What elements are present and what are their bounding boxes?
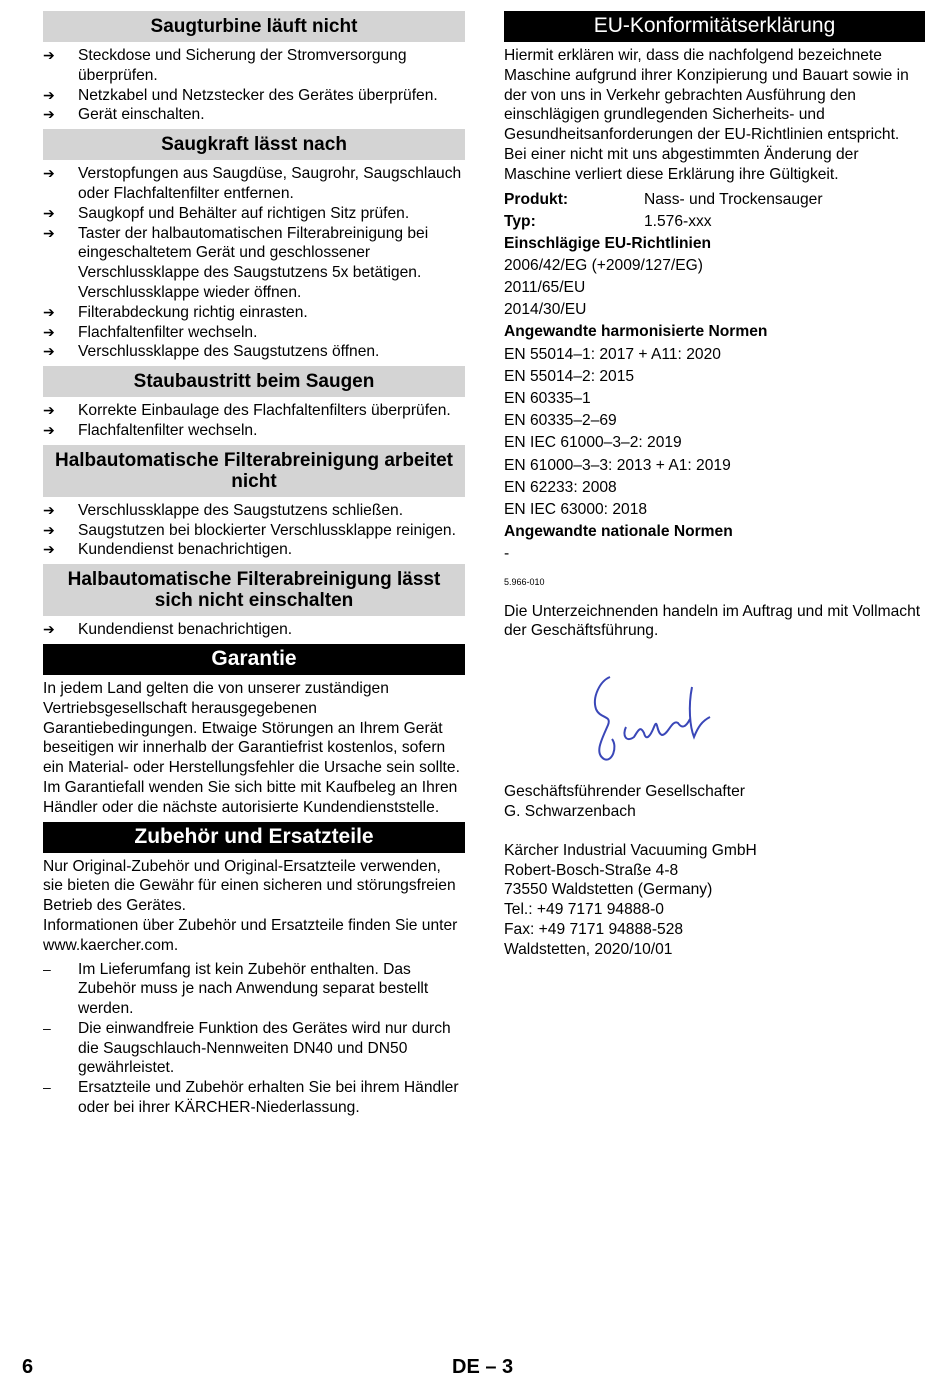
product-row [504,189,925,211]
national-heading: Angewandte nationale Normen [504,523,733,541]
arrow-icon: ➔ [43,541,55,558]
directive-item: 2006/42/EG (+2009/127/EG) [504,256,703,274]
heading-saugkraft: Saugkraft lässt nach [43,129,465,160]
heading-staubaustritt: Staubaustritt beim Saugen [43,366,465,397]
list-item: ➔ Filterabdeckung richtig einrasten. [43,303,308,321]
heading-filterabreinigung-einschalten: Halbautomatische Filterabreinigung lässt sich nicht einschalten [43,564,465,616]
heading-zubehoer: Zubehör und Ersatzteile [43,822,465,853]
arrow-icon: ➔ [43,521,55,538]
list-item: ➔ Verschlussklappe des Saugstutzens schließen. [43,501,404,519]
section-label: DE – 3 [452,1356,514,1378]
type-value: 1.576-xxx [644,212,712,230]
signer-name: G. Schwarzenbach [504,803,636,821]
list-item: – Ersatzteile und Zubehör erhalten Sie bei ihrem Händler oder bei ihrer KÄRCHER-Niederlassung. [43,1079,459,1117]
standard-item: EN IEC 63000: 2018 [504,501,648,519]
directive-item: 2011/65/EU [504,278,586,296]
company-line: Robert-Bosch-Straße 4-8 [504,861,679,879]
signer-role: Geschäftsführender Gesellschafter [504,783,745,801]
list-saugkraft [43,164,465,362]
arrow-icon: ➔ [43,106,55,123]
company-line: Waldstetten, 2020/10/01 [504,940,673,958]
list-item: ➔ Flachfaltenfilter wechseln. [43,323,258,341]
arrow-icon: ➔ [43,402,55,419]
list-item: – Im Lieferumfang ist kein Zubehör enthalten. Das Zubehör muss je nach Anwendung separat bestellt werden. [43,960,429,1018]
garantie-text: In jedem Land gelten die von unserer zuständigen Vertriebsgesellschaft herausgegebenen Garantiebedingungen. Etwaige Störungen an Ihrem Gerät beseitigen wir innerhalb der Garantiefrist kostenlos, sofern ein Material- oder Herstellungsfehler die Ursache sein sollte. Im Garantiefall wenden Sie sich bitte mit Kaufbeleg an Ihren Händler oder die nächste autorisierte Kundendienststelle. [43,679,460,816]
harmonised-heading: Angewandte harmonisierte Normen [504,323,768,341]
standard-item: EN 62233: 2008 [504,478,617,496]
arrow-icon: ➔ [43,165,55,182]
heading-filterabreinigung-arbeitet-nicht: Halbautomatische Filterabreinigung arbeitet nicht [43,445,465,497]
standard-item: EN 60335–2–69 [504,412,617,430]
list-saugturbine [43,46,465,125]
eu-intro-text: Hiermit erklären wir, dass die nachfolgend bezeichnete Maschine aufgrund ihrer Konzipierung und Bauart sowie in der von uns in Verkehr gebrachten Ausführung den einschlägigen grundlegenden Sicherheits- und Gesundheitsanforderungen der EU-Richtlinien entspricht. Bei einer nicht mit uns abgestimmten Änderung der Maschine verliert diese Erklärung ihre Gültigkeit. [504,47,909,183]
arrow-icon: ➔ [43,224,55,241]
arrow-icon: ➔ [43,621,55,638]
arrow-icon: ➔ [43,501,55,518]
list-item: ➔ Saugstutzen bei blockierter Verschlussklappe reinigen. [43,521,456,539]
list-item: ➔ Verschlussklappe des Saugstutzens öffnen. [43,343,380,361]
product-label: Produkt: [504,190,569,208]
standard-item: EN 61000–3–3: 2013 + A1: 2019 [504,456,731,474]
list-zubehoer [43,960,465,1118]
standard-item: EN 55014–2: 2015 [504,367,635,385]
document-code: 5.966-010 [504,576,545,587]
standard-item: EN 60335–1 [504,390,591,407]
zubehoer-text-1: Nur Original-Zubehör und Original-Ersatzteile verwenden, sie bieten die Gewähr für einen sicheren und störungsfreien Betrieb des Gerätes. [43,857,456,915]
list-item: ➔ Flachfaltenfilter wechseln. [43,421,258,439]
zubehoer-text-2: Informationen über Zubehör und Ersatzteile finden Sie unter www.kaercher.com. [43,916,458,954]
list-item: – Die einwandfreie Funktion des Gerätes wird nur durch die Saugschlauch-Nennweiten DN40 und DN50 gewährleistet. [43,1019,451,1077]
list-filterabreinigung-einschalten [43,620,465,640]
list-item: ➔ Gerät einschalten. [43,106,205,124]
list-item: ➔ Taster der halbautomatischen Filterabreinigung bei eingeschaltetem Gerät und geschlossener Verschlussklappe des Saugstutzens 5x betätigen. Verschlussklappe wieder öffnen. [43,224,429,301]
type-label: Typ: [504,212,536,230]
company-line: Kärcher Industrial Vacuuming GmbH [504,841,757,859]
arrow-icon: ➔ [43,204,55,221]
signature-image [582,667,722,767]
dash-icon: – [43,1079,51,1096]
type-row [504,211,925,233]
dash-icon: – [43,1019,51,1036]
list-item: ➔ Kundendienst benachrichtigen. [43,621,293,639]
list-item: ➔ Saugkopf und Behälter auf richtigen Sitz prüfen. [43,204,410,222]
company-line: 73550 Waldstetten (Germany) [504,881,713,899]
heading-garantie: Garantie [43,644,465,675]
right-column [504,11,925,960]
arrow-icon: ➔ [43,323,55,340]
directive-item: 2014/30/EU [504,301,587,319]
heading-eu-konformitaet: EU-Konformitätserklärung [504,11,925,42]
list-item: ➔ Steckdose und Sicherung der Stromversorgung überprüfen. [43,47,407,84]
list-filterabreinigung-arbeitet-nicht [43,501,465,560]
list-item: ➔ Korrekte Einbaulage des Flachfaltenfilters überprüfen. [43,402,451,420]
page-number: 6 [22,1356,34,1378]
list-staubaustritt [43,401,465,441]
left-column [43,11,465,1122]
company-line: Fax: +49 7171 94888-528 [504,921,684,938]
arrow-icon: ➔ [43,86,55,103]
signers-text: Die Unterzeichnenden handeln im Auftrag und mit Vollmacht der Geschäftsführung. [504,602,921,640]
heading-saugturbine: Saugturbine läuft nicht [43,11,465,42]
list-item: ➔ Netzkabel und Netzstecker des Gerätes überprüfen. [43,86,438,104]
arrow-icon: ➔ [43,343,55,360]
list-item: ➔ Verstopfungen aus Saugdüse, Saugrohr, Saugschlauch oder Flachfaltenfilter entfernen. [43,165,462,202]
standard-item: EN IEC 61000–3–2: 2019 [504,434,682,452]
arrow-icon: ➔ [43,47,55,63]
arrow-icon: ➔ [43,303,55,320]
product-value: Nass- und Trockensauger [644,190,823,208]
standard-item: EN 55014–1: 2017 + A11: 2020 [504,345,721,363]
national-value: - [504,545,510,563]
arrow-icon: ➔ [43,421,55,438]
dash-icon: – [43,960,51,977]
company-line: Tel.: +49 7171 94888-0 [504,901,664,919]
directives-heading: Einschlägige EU-Richtlinien [504,234,712,252]
list-item: ➔ Kundendienst benachrichtigen. [43,541,293,559]
